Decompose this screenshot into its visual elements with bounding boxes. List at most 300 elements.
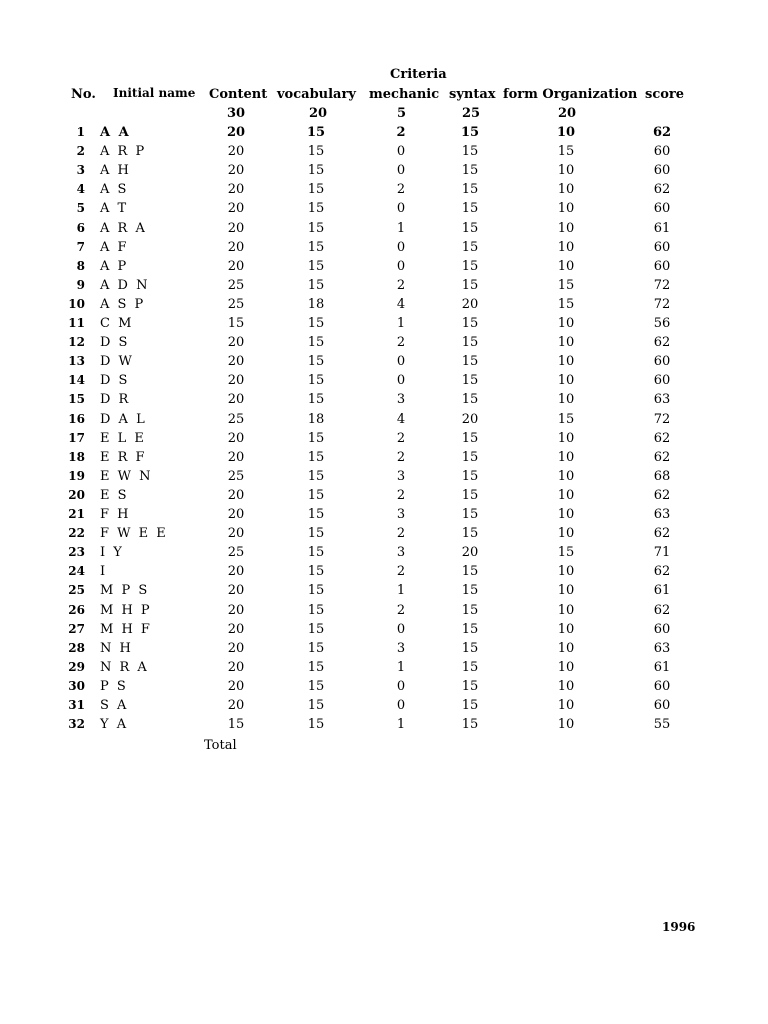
row-mechanic-value: 3 <box>396 507 406 522</box>
row-score-value: 61 <box>653 660 671 675</box>
row-syntax-value: 15 <box>461 583 479 598</box>
max-mechanic: 5 <box>397 106 407 121</box>
row-form-value: 15 <box>557 297 575 312</box>
row-vocabulary-value: 15 <box>307 583 325 598</box>
row-mechanic-value: 3 <box>396 545 406 560</box>
page-number: 1996 <box>662 920 696 934</box>
row-form-value: 10 <box>557 679 575 694</box>
row-content-value: 25 <box>227 412 245 427</box>
row-vocabulary-value: 15 <box>307 545 325 560</box>
row-syntax-value: 15 <box>461 660 479 675</box>
row-mechanic-value: 0 <box>396 240 406 255</box>
table-row <box>0 679 768 698</box>
row-content-value: 25 <box>227 278 245 293</box>
row-vocabulary-value: 15 <box>307 526 325 541</box>
row-syntax-value: 15 <box>461 450 479 465</box>
row-content-value: 20 <box>227 603 245 618</box>
row-number: 22 <box>68 526 85 540</box>
row-vocabulary-value: 15 <box>307 144 325 159</box>
column-header-initial-name: Initial name <box>113 86 196 100</box>
max-form: 20 <box>558 106 577 121</box>
row-initial-name: D A L <box>100 412 147 427</box>
table-row <box>0 182 768 201</box>
row-initial-name: F H <box>100 507 131 522</box>
row-form-value: 10 <box>557 564 575 579</box>
row-mechanic-value: 1 <box>396 717 406 732</box>
row-form-value: 10 <box>557 469 575 484</box>
table-row <box>0 469 768 488</box>
row-content-value: 20 <box>227 221 245 236</box>
row-form-value: 10 <box>557 373 575 388</box>
row-vocabulary-value: 15 <box>307 354 325 369</box>
row-mechanic-value: 1 <box>396 316 406 331</box>
row-initial-name: P S <box>100 679 128 694</box>
table-row <box>0 526 768 545</box>
row-syntax-value: 15 <box>461 622 479 637</box>
row-mechanic-value: 2 <box>396 335 406 350</box>
row-content-value: 20 <box>227 144 245 159</box>
row-mechanic-value: 2 <box>396 488 406 503</box>
row-score-value: 60 <box>653 354 671 369</box>
table-row <box>0 641 768 660</box>
row-vocabulary-value: 15 <box>307 488 325 503</box>
row-number: 26 <box>68 603 85 617</box>
row-syntax-value: 15 <box>461 373 479 388</box>
table-row <box>0 507 768 526</box>
table-row <box>0 240 768 259</box>
row-vocabulary-value: 15 <box>307 316 325 331</box>
table-row <box>0 412 768 431</box>
row-score-value: 72 <box>653 412 671 427</box>
table-row <box>0 221 768 240</box>
row-content-value: 20 <box>227 698 245 713</box>
row-content-value: 20 <box>227 335 245 350</box>
column-header-form-organization: form Organization <box>503 87 638 102</box>
row-number: 4 <box>76 182 85 196</box>
row-score-value: 61 <box>653 221 671 236</box>
table-row <box>0 297 768 316</box>
row-vocabulary-value: 15 <box>307 373 325 388</box>
table-row <box>0 259 768 278</box>
max-vocabulary: 20 <box>309 106 328 121</box>
row-score-value: 63 <box>653 641 671 656</box>
row-score-value: 60 <box>653 622 671 637</box>
row-number: 15 <box>68 392 85 406</box>
row-initial-name: A S <box>100 182 129 197</box>
row-vocabulary-value: 18 <box>307 412 325 427</box>
row-syntax-value: 15 <box>461 182 479 197</box>
row-score-value: 63 <box>653 392 671 407</box>
row-number: 31 <box>68 698 85 712</box>
row-mechanic-value: 3 <box>396 392 406 407</box>
row-syntax-value: 20 <box>461 297 479 312</box>
row-syntax-value: 15 <box>461 240 479 255</box>
row-score-value: 62 <box>653 431 671 446</box>
row-number: 17 <box>68 431 85 445</box>
row-syntax-value: 15 <box>461 278 479 293</box>
column-header-syntax: syntax <box>449 87 496 102</box>
row-mechanic-value: 2 <box>396 431 406 446</box>
row-form-value: 10 <box>557 526 575 541</box>
row-syntax-value: 20 <box>461 545 479 560</box>
row-score-value: 62 <box>653 564 671 579</box>
table-row <box>0 717 768 736</box>
row-syntax-value: 15 <box>461 221 479 236</box>
row-number: 7 <box>76 240 85 254</box>
table-row <box>0 354 768 373</box>
row-score-value: 62 <box>653 603 671 618</box>
row-initial-name: I Y <box>100 545 124 560</box>
column-header-mechanic: mechanic <box>369 87 440 102</box>
row-content-value: 20 <box>227 564 245 579</box>
column-header-content: Content <box>209 87 268 102</box>
total-label: Total <box>204 738 237 753</box>
row-syntax-value: 15 <box>461 698 479 713</box>
row-score-value: 72 <box>653 297 671 312</box>
row-vocabulary-value: 15 <box>307 163 325 178</box>
row-vocabulary-value: 15 <box>307 507 325 522</box>
row-mechanic-value: 2 <box>396 125 406 140</box>
row-form-value: 10 <box>557 583 575 598</box>
row-vocabulary-value: 15 <box>307 469 325 484</box>
column-header-vocabulary: vocabulary <box>277 87 356 102</box>
row-number: 3 <box>76 163 85 177</box>
row-mechanic-value: 4 <box>396 297 406 312</box>
row-score-value: 68 <box>653 469 671 484</box>
row-number: 27 <box>68 622 85 636</box>
row-vocabulary-value: 15 <box>307 641 325 656</box>
row-syntax-value: 15 <box>461 316 479 331</box>
row-score-value: 55 <box>653 717 671 732</box>
row-mechanic-value: 0 <box>396 259 406 274</box>
row-vocabulary-value: 15 <box>307 660 325 675</box>
row-number: 24 <box>68 564 85 578</box>
row-form-value: 15 <box>557 278 575 293</box>
row-mechanic-value: 0 <box>396 201 406 216</box>
row-score-value: 60 <box>653 679 671 694</box>
row-initial-name: A R P <box>100 144 147 159</box>
row-number: 6 <box>76 221 85 235</box>
row-initial-name: D S <box>100 335 130 350</box>
table-row <box>0 316 768 335</box>
row-mechanic-value: 0 <box>396 144 406 159</box>
row-mechanic-value: 0 <box>396 354 406 369</box>
table-row <box>0 335 768 354</box>
row-mechanic-value: 2 <box>396 450 406 465</box>
row-syntax-value: 15 <box>461 469 479 484</box>
row-initial-name: S A <box>100 698 129 713</box>
row-initial-name: E S <box>100 488 129 503</box>
row-vocabulary-value: 15 <box>307 335 325 350</box>
row-syntax-value: 15 <box>461 354 479 369</box>
row-score-value: 62 <box>653 526 671 541</box>
row-syntax-value: 15 <box>461 488 479 503</box>
row-form-value: 10 <box>557 622 575 637</box>
row-content-value: 20 <box>227 622 245 637</box>
row-mechanic-value: 1 <box>396 583 406 598</box>
row-content-value: 20 <box>227 450 245 465</box>
row-score-value: 62 <box>652 125 672 140</box>
row-syntax-value: 15 <box>461 201 479 216</box>
criteria-heading: Criteria <box>390 67 447 82</box>
row-vocabulary-value: 18 <box>307 297 325 312</box>
row-initial-name: Y A <box>100 717 129 732</box>
row-mechanic-value: 0 <box>396 163 406 178</box>
row-number: 14 <box>68 373 85 387</box>
row-number: 28 <box>68 641 85 655</box>
row-initial-name: D R <box>100 392 131 407</box>
row-initial-name: D W <box>100 354 134 369</box>
row-initial-name: M H P <box>100 603 152 618</box>
row-content-value: 20 <box>227 259 245 274</box>
row-syntax-value: 15 <box>461 144 479 159</box>
row-mechanic-value: 1 <box>396 660 406 675</box>
row-syntax-value: 15 <box>461 259 479 274</box>
row-content-value: 20 <box>227 354 245 369</box>
row-form-value: 10 <box>557 660 575 675</box>
row-number: 11 <box>68 316 85 330</box>
row-number: 25 <box>68 583 85 597</box>
row-form-value: 10 <box>557 641 575 656</box>
row-form-value: 10 <box>557 259 575 274</box>
row-syntax-value: 15 <box>461 431 479 446</box>
row-form-value: 15 <box>557 144 575 159</box>
row-vocabulary-value: 15 <box>307 259 325 274</box>
row-syntax-value: 15 <box>461 641 479 656</box>
row-initial-name: A F <box>100 240 129 255</box>
table-row <box>0 373 768 392</box>
row-vocabulary-value: 15 <box>307 221 325 236</box>
row-number: 13 <box>68 354 85 368</box>
row-syntax-value: 15 <box>461 603 479 618</box>
table-row <box>0 603 768 622</box>
row-vocabulary-value: 15 <box>307 564 325 579</box>
row-syntax-value: 20 <box>461 412 479 427</box>
row-score-value: 61 <box>653 583 671 598</box>
row-content-value: 20 <box>227 431 245 446</box>
row-mechanic-value: 2 <box>396 278 406 293</box>
row-initial-name: A H <box>100 163 131 178</box>
row-number: 18 <box>68 450 85 464</box>
row-form-value: 10 <box>557 603 575 618</box>
row-content-value: 20 <box>227 660 245 675</box>
row-syntax-value: 15 <box>461 335 479 350</box>
row-score-value: 60 <box>653 240 671 255</box>
row-content-value: 20 <box>227 488 245 503</box>
row-score-value: 60 <box>653 201 671 216</box>
row-form-value: 10 <box>557 240 575 255</box>
row-form-value: 10 <box>557 354 575 369</box>
row-mechanic-value: 0 <box>396 622 406 637</box>
row-form-value: 15 <box>557 545 575 560</box>
table-row <box>0 450 768 469</box>
row-form-value: 15 <box>557 412 575 427</box>
row-content-value: 15 <box>227 717 245 732</box>
row-form-value: 10 <box>557 335 575 350</box>
row-vocabulary-value: 15 <box>307 201 325 216</box>
row-number: 29 <box>68 660 85 674</box>
row-content-value: 20 <box>227 679 245 694</box>
row-vocabulary-value: 15 <box>306 125 326 140</box>
table-row <box>0 660 768 679</box>
row-content-value: 20 <box>227 201 245 216</box>
row-syntax-value: 15 <box>461 679 479 694</box>
row-vocabulary-value: 15 <box>307 392 325 407</box>
table-row <box>0 144 768 163</box>
table-row <box>0 201 768 220</box>
row-initial-name: A D N <box>100 278 150 293</box>
row-score-value: 60 <box>653 373 671 388</box>
row-content-value: 20 <box>227 526 245 541</box>
table-row <box>0 488 768 507</box>
max-content: 30 <box>227 106 246 121</box>
row-syntax-value: 15 <box>461 526 479 541</box>
row-mechanic-value: 3 <box>396 469 406 484</box>
row-score-value: 56 <box>653 316 671 331</box>
row-score-value: 62 <box>653 182 671 197</box>
row-form-value: 10 <box>557 488 575 503</box>
row-form-value: 10 <box>557 182 575 197</box>
row-form-value: 10 <box>557 221 575 236</box>
table-row <box>0 583 768 602</box>
row-initial-name: E L E <box>100 431 146 446</box>
row-mechanic-value: 2 <box>396 526 406 541</box>
row-content-value: 20 <box>226 125 246 140</box>
row-syntax-value: 15 <box>461 507 479 522</box>
row-vocabulary-value: 15 <box>307 698 325 713</box>
row-mechanic-value: 0 <box>396 679 406 694</box>
row-number: 8 <box>76 259 85 273</box>
row-mechanic-value: 2 <box>396 603 406 618</box>
max-syntax: 25 <box>462 106 481 121</box>
row-score-value: 63 <box>653 507 671 522</box>
column-header-score: score <box>645 87 685 102</box>
row-initial-name: M P S <box>100 583 150 598</box>
row-initial-name: E W N <box>100 469 153 484</box>
row-form-value: 10 <box>557 392 575 407</box>
row-content-value: 20 <box>227 240 245 255</box>
row-mechanic-value: 0 <box>396 373 406 388</box>
table-row <box>0 125 768 144</box>
row-mechanic-value: 2 <box>396 564 406 579</box>
row-content-value: 20 <box>227 182 245 197</box>
row-score-value: 60 <box>653 259 671 274</box>
row-score-value: 62 <box>653 335 671 350</box>
row-initial-name: D S <box>100 373 130 388</box>
row-number: 2 <box>76 144 85 158</box>
row-vocabulary-value: 15 <box>307 240 325 255</box>
row-form-value: 10 <box>557 450 575 465</box>
row-initial-name: A T <box>100 201 129 216</box>
row-content-value: 20 <box>227 392 245 407</box>
row-form-value: 10 <box>557 698 575 713</box>
column-header-no: No. <box>71 87 96 102</box>
row-content-value: 20 <box>227 373 245 388</box>
row-mechanic-value: 4 <box>396 412 406 427</box>
row-mechanic-value: 1 <box>396 221 406 236</box>
table-row <box>0 392 768 411</box>
row-syntax-value: 15 <box>460 125 480 140</box>
row-number: 21 <box>68 507 85 521</box>
row-syntax-value: 15 <box>461 392 479 407</box>
row-score-value: 60 <box>653 698 671 713</box>
table-row <box>0 564 768 583</box>
row-number: 30 <box>68 679 85 693</box>
row-number: 10 <box>68 297 85 311</box>
row-content-value: 25 <box>227 545 245 560</box>
row-score-value: 72 <box>653 278 671 293</box>
row-mechanic-value: 2 <box>396 182 406 197</box>
row-number: 1 <box>76 125 85 139</box>
row-vocabulary-value: 15 <box>307 622 325 637</box>
row-mechanic-value: 0 <box>396 698 406 713</box>
row-content-value: 20 <box>227 507 245 522</box>
row-form-value: 10 <box>557 717 575 732</box>
table-row <box>0 622 768 641</box>
row-content-value: 20 <box>227 641 245 656</box>
table-row <box>0 545 768 564</box>
row-initial-name: E R F <box>100 450 147 465</box>
table-row <box>0 431 768 450</box>
row-number: 9 <box>76 278 85 292</box>
row-initial-name: A R A <box>100 221 147 236</box>
row-initial-name: C M <box>100 316 134 331</box>
row-content-value: 25 <box>227 469 245 484</box>
row-vocabulary-value: 15 <box>307 450 325 465</box>
row-vocabulary-value: 15 <box>307 679 325 694</box>
row-initial-name: I <box>100 564 108 579</box>
row-content-value: 15 <box>227 316 245 331</box>
row-form-value: 10 <box>556 125 576 140</box>
row-syntax-value: 15 <box>461 717 479 732</box>
row-score-value: 60 <box>653 163 671 178</box>
row-form-value: 10 <box>557 316 575 331</box>
row-vocabulary-value: 15 <box>307 182 325 197</box>
row-vocabulary-value: 15 <box>307 278 325 293</box>
row-syntax-value: 15 <box>461 163 479 178</box>
row-score-value: 71 <box>653 545 671 560</box>
row-number: 19 <box>68 469 85 483</box>
row-form-value: 10 <box>557 201 575 216</box>
row-vocabulary-value: 15 <box>307 717 325 732</box>
table-row <box>0 163 768 182</box>
row-content-value: 20 <box>227 163 245 178</box>
row-score-value: 62 <box>653 450 671 465</box>
row-mechanic-value: 3 <box>396 641 406 656</box>
row-score-value: 62 <box>653 488 671 503</box>
row-score-value: 60 <box>653 144 671 159</box>
table-row <box>0 698 768 717</box>
row-initial-name: N H <box>100 641 133 656</box>
row-vocabulary-value: 15 <box>307 603 325 618</box>
row-number: 20 <box>68 488 85 502</box>
row-content-value: 20 <box>227 583 245 598</box>
row-initial-name: M H F <box>100 622 152 637</box>
row-number: 5 <box>76 201 85 215</box>
row-form-value: 10 <box>557 431 575 446</box>
row-vocabulary-value: 15 <box>307 431 325 446</box>
row-initial-name: N R A <box>100 660 149 675</box>
row-number: 12 <box>68 335 85 349</box>
row-number: 23 <box>68 545 85 559</box>
row-initial-name: A A <box>100 125 131 140</box>
row-content-value: 25 <box>227 297 245 312</box>
row-form-value: 10 <box>557 507 575 522</box>
row-form-value: 10 <box>557 163 575 178</box>
row-number: 32 <box>68 717 85 731</box>
row-number: 16 <box>68 412 85 426</box>
row-initial-name: A P <box>100 259 129 274</box>
